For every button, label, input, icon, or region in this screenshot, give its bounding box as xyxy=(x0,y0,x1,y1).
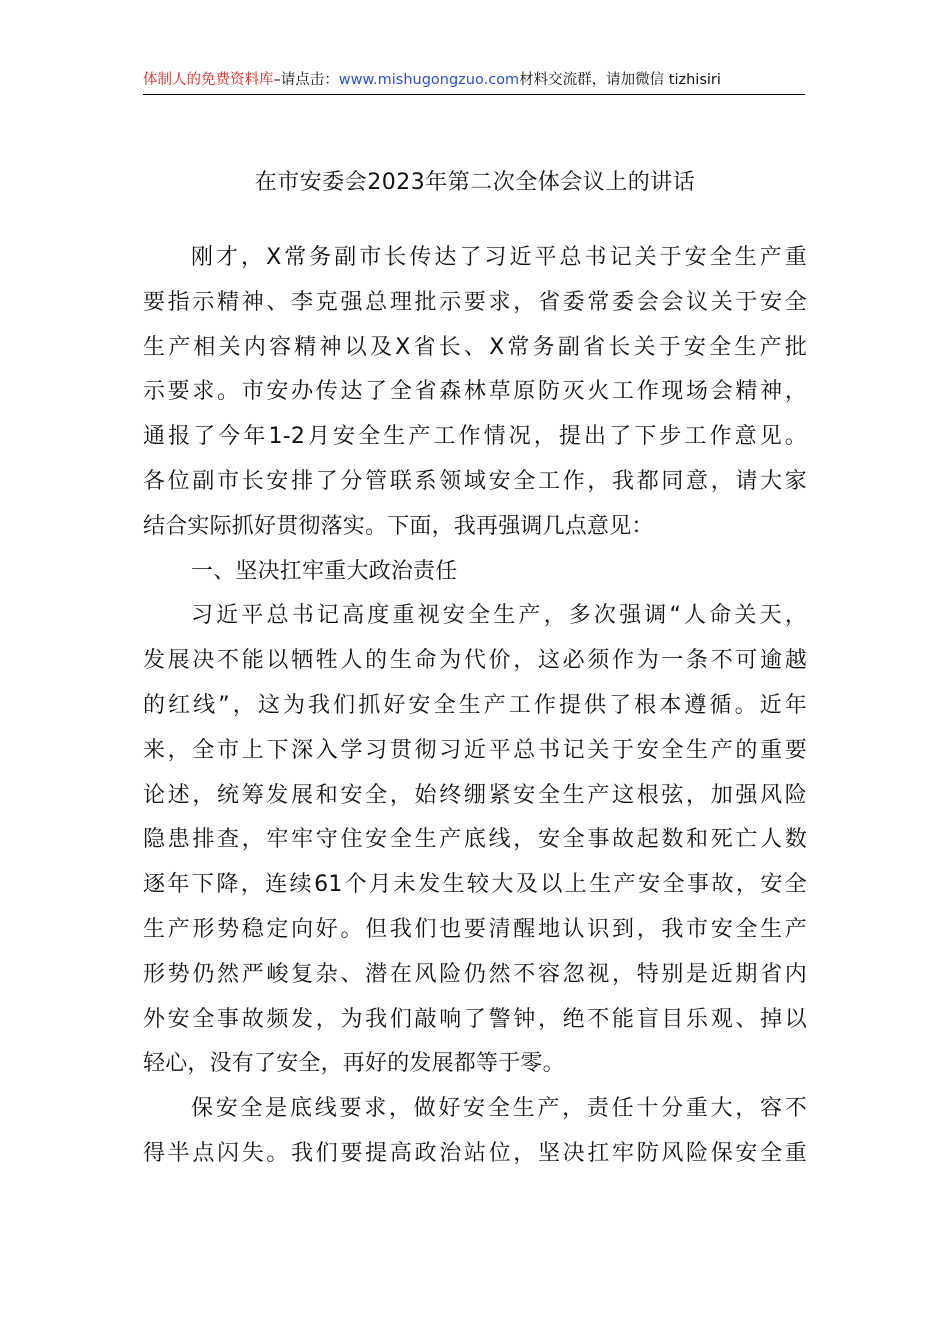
paragraph-line: 刚才，X常务副市长传达了习近平总书记关于安全生产重 xyxy=(191,245,807,270)
paragraph-line: 结合实际抓好贯彻落实。下面，我再强调几点意见： xyxy=(143,513,654,539)
paragraph-line: 示要求。市安办传达了全省森林草原防灭火工作现场会精神， xyxy=(143,379,807,405)
section-heading: 一、坚决扛牢重大政治责任 xyxy=(191,558,458,584)
paragraph-line: 生产形势稳定向好。但我们也要清醒地认识到，我市安全生产 xyxy=(143,916,807,942)
paragraph-line: 的红线”，这为我们抓好安全生产工作提供了根本遵循。近年 xyxy=(143,692,807,718)
header-prompt: –请点击： xyxy=(273,72,339,88)
paragraph-line: 生产相关内容精神以及X省长、X常务副省长关于安全生产批 xyxy=(143,334,807,360)
paragraph-line: 来，全市上下深入学习贯彻习近平总书记关于安全生产的重要 xyxy=(143,737,807,763)
header-brand: 体制人的免费资料库 xyxy=(143,72,274,88)
paragraph-line: 习近平总书记高度重视安全生产，多次强调“人命关天， xyxy=(191,603,807,629)
paragraph-line: 隐患排查，牢牢守住安全生产底线，安全事故起数和死亡人数 xyxy=(143,827,807,853)
paragraph-line: 得半点闪失。我们要提高政治站位，坚决扛牢防风险保安全重 xyxy=(143,1140,807,1166)
paragraph-line: 保安全是底线要求，做好安全生产，责任十分重大，容不 xyxy=(191,1096,807,1122)
paragraph-line: 通报了今年1-2月安全生产工作情况，提出了下步工作意见。 xyxy=(143,424,807,450)
paragraph-line: 形势仍然严峻复杂、潜在风险仍然不容忽视，特别是近期省内 xyxy=(143,961,807,987)
page-header xyxy=(143,68,805,95)
paragraph-line: 各位副市长安排了分管联系领域安全工作，我都同意，请大家 xyxy=(143,468,807,494)
paragraph-line: 论述，统筹发展和安全，始终绷紧安全生产这根弦，加强风险 xyxy=(143,782,807,808)
paragraph-line: 轻心，没有了安全，再好的发展都等于零。 xyxy=(143,1051,565,1077)
paragraph-line: 要指示精神、李克强总理批示要求，省委常委会会议关于安全 xyxy=(143,289,807,315)
header-link[interactable]: www.mishugongzuo.com xyxy=(338,72,520,88)
document-body xyxy=(143,236,807,1177)
document-title: 在市安委会2023年第二次全体会议上的讲话 xyxy=(254,170,696,195)
paragraph-line: 外安全事故频发，为我们敲响了警钟，绝不能盲目乐观、掉以 xyxy=(143,1006,807,1032)
paragraph-line: 逐年下降，连续61个月未发生较大及以上生产安全事故，安全 xyxy=(143,872,807,898)
paragraph-line: 发展决不能以牺牲人的生命为代价，这必须作为一条不可逾越 xyxy=(143,648,807,674)
header-contact-text: 材料交流群，请加微信 tizhisiri xyxy=(519,72,721,88)
